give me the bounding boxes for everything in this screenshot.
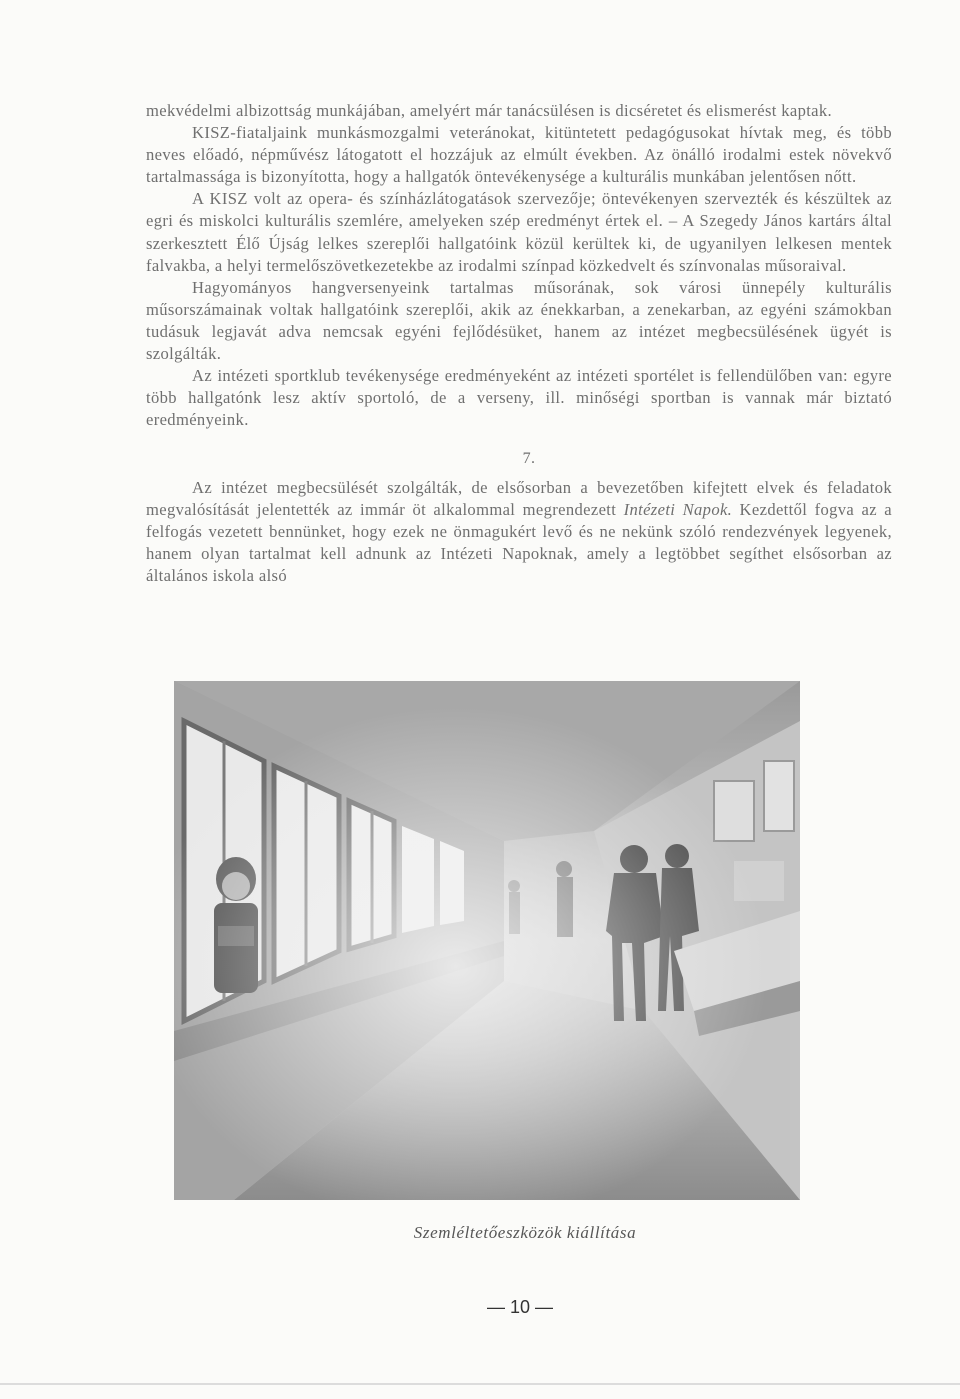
paragraph-continuation: mekvédelmi albizottság munkájában, amelyért már tanácsülésen is dicséretet és elismerést kaptak. [146, 101, 833, 120]
paragraph-kisz-theatre: A KISZ volt az opera- és színházlátogatások szervezője; öntevékenyen szervezték és készültek az egri és miskolci kulturális szemlére, amelyeken szép eredményt értek el. – A Szegedy János kartárs által szerkesztett Élő Újság lelkes szereplői hallgatóink közül kerültek ki, de ugyanilyen lelkesen mentek falvakba, a helyi termelőszövetkezetekbe az irodalmi színpad közkedvelt és színvonalas műsoraival. [146, 189, 892, 275]
photograph [174, 681, 800, 1200]
body-text [146, 100, 892, 587]
section-number: 7. [522, 450, 536, 468]
photo-caption: Szemléltetőeszközök kiállítása [413, 1223, 637, 1242]
scan-edge-line [0, 1383, 960, 1385]
page-number: — 10 — [486, 1297, 554, 1317]
institute-days-title: Intézeti Napok. [623, 499, 733, 519]
paragraph-kisz-guests: KISZ-fiataljaink munkásmozgalmi veteránokat, kitüntetett pedagógusokat hívtak meg, és több neves előadó, népművész látogatott el hozzájuk az elmúlt években. Az önálló irodalmi estek növekvő tartalmassága is bizonyította, hogy a hallgatók öntevékenysége a kulturális munkában jelentősen nőtt. [146, 123, 892, 187]
paragraph-sports: Az intézeti sportklub tevékenysége eredményeként az intézeti sportélet is fellendülőben van: egyre több hallgatónk lesz aktív sportoló, de a verseny, ill. minőségi sportban is vannak már biztató eredményeink. [146, 366, 892, 430]
paragraph-institute-days [146, 477, 892, 587]
paragraph-concerts: Hagyományos hangversenyeink tartalmas műsorának, sok városi ünnepély kulturális műsorszámainak voltak hallgatóink szereplői, akik az énekkarban, a zenekarban, az egyéni számokban tudásuk legjavát adva nemcsak egyéni fejlődésüket, hanem az intézet megbecsülésének ügyét is szolgálták. [146, 277, 892, 364]
corridor-photo-illustration [174, 681, 800, 1200]
paragraph-institute-days-part2: Kezdettől fogva az a felfogás vezetett bennünket, hogy ezek ne önmagukért levő és ne nekünk szóló rendezvények legyenek, hanem olyan tartalmat kell adnunk az Intézeti Napoknak, amely a legtöbbet segíthet elsősorban az általános iskola alsó [146, 499, 893, 585]
paragraph-institute-days-part1: Az intézet megbecsülését szolgálták, de elsősorban a bevezetőben kifejtett elvek és feladatok megvalósítását jelentették az immár öt alkalommal megrendezett [146, 477, 892, 519]
